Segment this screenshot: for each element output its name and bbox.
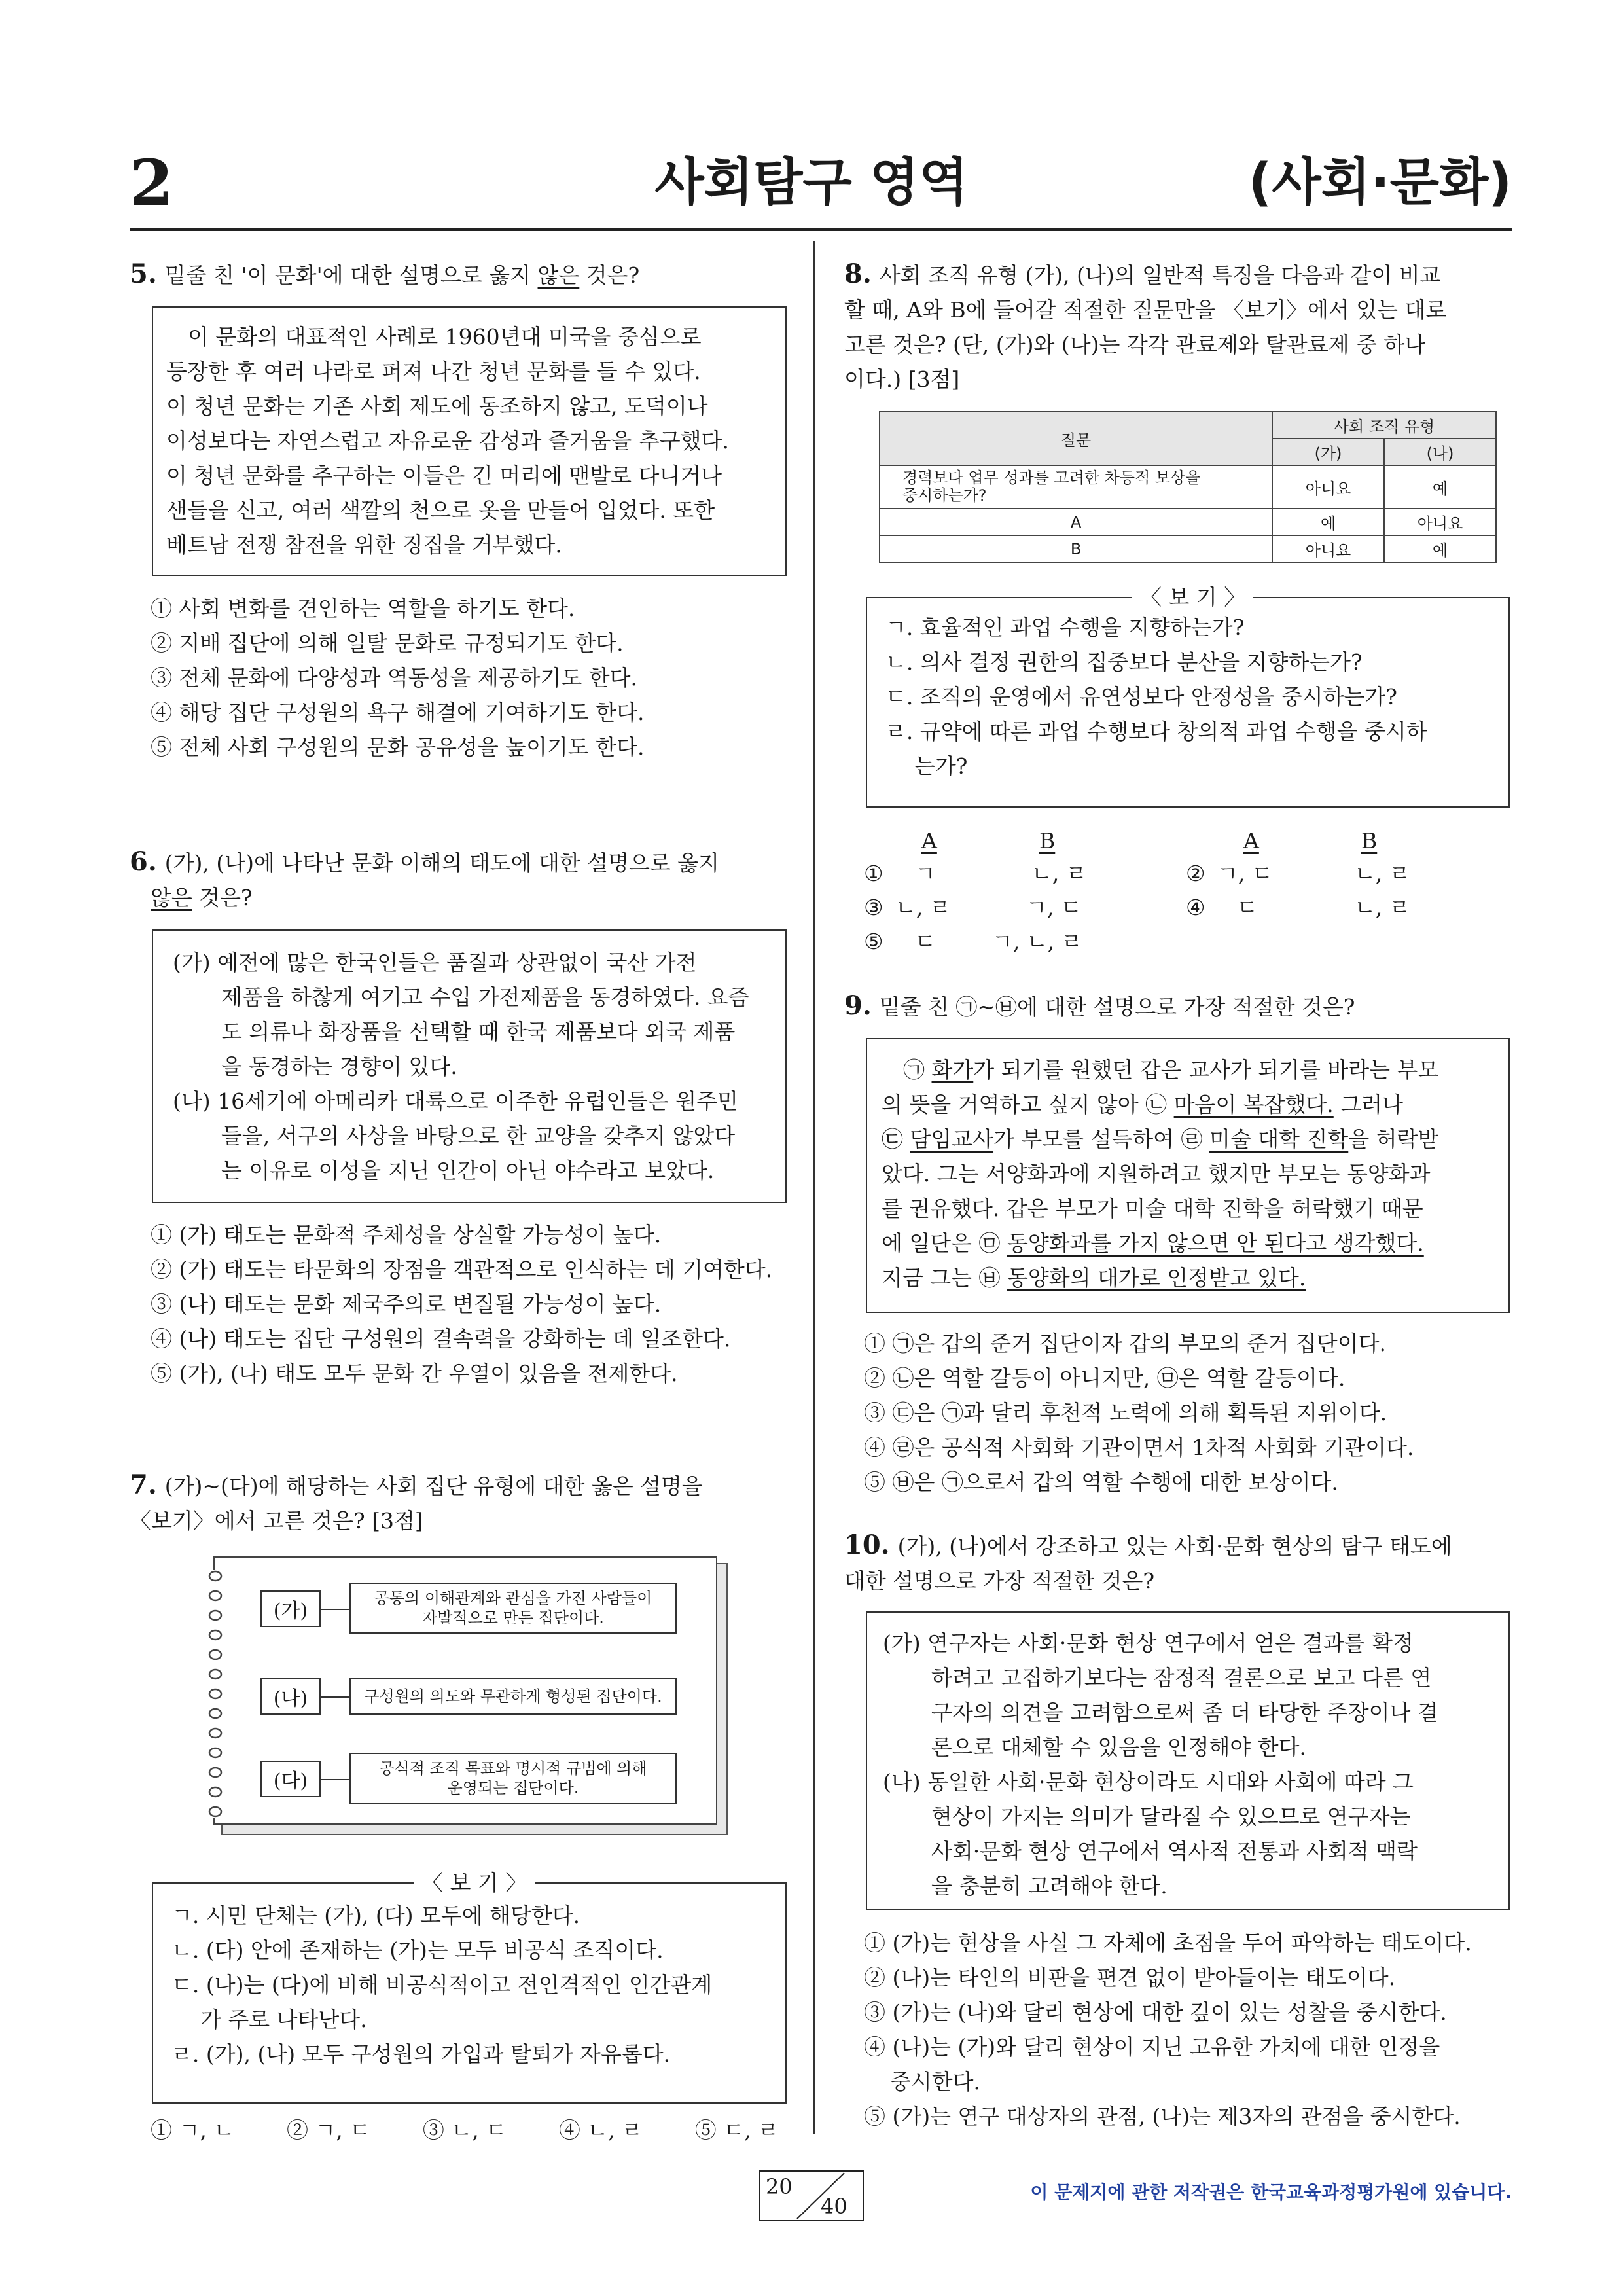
notebook-label-da: (다) [260,1761,321,1797]
answer-header-a: A [921,828,937,853]
question-5-choices [151,591,644,764]
question-8-bogi: ㄱ. 효율적인 과업 수행을 지향하는가? ㄴ. 의사 결정 권한의 집중보다 분산을 지향하는가? ㄷ. 조직의 운영에서 유연성보다 안정성을 중시하는가? ㄹ. 규약에 따른 과업 수행보다 창의적 과업 수행을 중시하 는가? [866,597,1510,808]
question-number: 6. [130,846,157,877]
connector [321,1609,349,1610]
question-6-passage: (가) 예전에 많은 한국인들은 품질과 상관없이 국산 가전 제품을 하찮게 여기고 수입 가전제품을 동경하였다. 요즘 도 의류나 화장품을 선택할 때 한국 제품보다 외국 제품 을 동경하는 경향이 있다. (나) 16세기에 아메리카 대륙으로 이주한 유럽인들은 원주민 들을, 서구의 사상을 바탕으로 한 교양을 갖추지 않았다 는 이유로 이성을 지닌 인간이 아닌 야수라고 보았다. [152,929,787,1203]
spiral-rings [205,1570,225,1818]
notebook-label-na: (나) [260,1678,321,1715]
table-header-question: 질문 [880,412,1272,465]
subject-name: (사회·문화) [1248,153,1512,212]
notebook-desc-na: 구성원의 의도와 무관하게 형성된 집단이다. [349,1678,677,1715]
question-6-choices [151,1217,772,1391]
question-number: 10. [844,1530,890,1560]
notebook-spiral [205,1570,225,1818]
choice[interactable]: ② (나)는 타인의 비판을 편견 없이 받아들이는 태도이다. [864,1965,1396,1990]
header-rule [130,228,1512,231]
question-5-passage: 이 문화의 대표적인 사례로 1960년대 미국을 중심으로 등장한 후 여러 나라로 퍼져 나간 청년 문화를 들 수 있다. 이 청년 문화는 기존 사회 제도에 동조하지 않고, 도덕이나 이성보다는 자연스럽고 자유로운 감성과 즐거움을 추구했다. 이 청년 문화를 추구하는 이들은 긴 머리에 맨발로 다니거나 샌들을 신고, 여러 색깔의 천으로 옷을 만들어 입었다. 또한 베트남 전쟁 참전을 위한 징집을 거부했다. [152,306,787,576]
choice[interactable]: ④ 해당 집단 구성원의 욕구 해결에 기여하기도 한다. [151,700,645,725]
notebook-label-ga: (가) [260,1590,321,1627]
choice[interactable]: ② ㄱ, ㄷ [286,2117,371,2143]
column-divider [813,241,815,2134]
table-header-na: (나) [1384,439,1496,465]
table-header-type: 사회 조직 유형 [1272,412,1496,439]
choice[interactable]: ③ ㄴ, ㄷ [422,2117,507,2143]
notebook-desc-ga: 공통의 이해관계와 관심을 가진 사람들이 자발적으로 만든 집단이다. [349,1583,677,1634]
page-number: 2 [130,146,173,220]
question-9-choices [864,1326,1414,1499]
choice[interactable]: ② 지배 집단에 의해 일탈 문화로 규정되기도 한다. [151,630,624,656]
bogi-title: 〈 보 기 〉 [1132,584,1253,611]
notebook-diagram [211,1556,728,1837]
table-header-ga: (가) [1272,439,1384,465]
question-7-bogi: ㄱ. 시민 단체는 (가), (다) 모두에 해당한다. ㄴ. (다) 안에 존재하는 (가)는 모두 비공식 조직이다. ㄷ. (나)는 (다)에 비해 비공식적이고 전인격적인 인간관계 가 주로 나타난다. ㄹ. (가), (나) 모두 구성원의 가입과 탈퇴가 자유롭다. [152,1882,787,2104]
table-row: 경력보다 업무 성과를 고려한 차등적 보상을 중시하는가? 아니요 예 [880,465,1496,509]
connector [321,1779,349,1780]
question-number: 8. [844,259,872,289]
question-6-stem: 6. (가), (나)에 나타난 문화 이해의 태도에 대한 설명으로 옳지 않은 것은? [130,846,719,910]
choice[interactable]: ④ ㉣은 공식적 사회화 기관이면서 1차적 사회화 기관이다. [864,1435,1414,1460]
choice[interactable]: ③ (가)는 (나)와 달리 현상에 대한 깊이 있는 성찰을 중시한다. [864,2000,1447,2025]
question-10-choices: ① (가)는 현상을 사실 그 자체에 초점을 두어 파악하는 태도이다. ② (나)는 타인의 비판을 편견 없이 받아들이는 태도이다. ③ (가)는 (나)와 달리 현상에 대한 깊이 있는 성찰을 중시한다. ④ (나)는 (가)와 달리 현상이 지닌 고유한 가치에 대한 인정을 중시한다. ⑤ (가)는 연구 대상자의 관점, (나)는 제3자의 관점을 중시한다. [864,1926,1472,2134]
question-10-stem: 10. (가), (나)에서 강조하고 있는 사회·문화 현상의 탐구 태도에 대한 설명으로 가장 적절한 것은? [844,1530,1452,1594]
question-8-table [879,411,1497,563]
choice[interactable]: ③ (나) 태도는 문화 제국주의로 변질될 가능성이 높다. [151,1291,662,1317]
question-number: 9. [844,990,872,1021]
answer-choice[interactable]: ② ㄱ, ㄷ ㄴ, ㄹ [1186,861,1410,886]
answer-choice[interactable]: ⑤ ㄷ ㄱ, ㄴ, ㄹ [864,929,1082,954]
connector [321,1696,349,1698]
answer-header-b: B [1361,828,1378,853]
question-9-passage: ㉠ 화가가 되기를 원했던 갑은 교사가 되기를 바라는 부모 의 뜻을 거역하고 싶지 않아 ㉡ 마음이 복잡했다. 그러나 ㉢ 담임교사가 부모를 설득하여 ㉣ 미술 대학 진학을 허락받 았다. 그는 서양화과에 지원하려고 했지만 부모는 동양화과 를 권유했다. 갑은 부모가 미술 대학 진학을 허락했기 때문 에 일단은 ㉤ 동양화과를 가지 않으면 안 된다고 생각했다. 지금 그는 ㉥ 동양화의 대가로 인정받고 있다. [866,1038,1510,1313]
copyright-notice: 이 문제지에 관한 저작권은 한국교육과정평가원에 있습니다. [1030,2181,1512,2203]
choice[interactable]: ① ㉠은 갑의 준거 집단이자 갑의 부모의 준거 집단이다. [864,1331,1386,1356]
choice[interactable]: ④ ㄴ, ㄹ [558,2117,643,2143]
answer-header-a: A [1243,828,1259,853]
choice[interactable]: ② (가) 태도는 타문화의 장점을 객관적으로 인식하는 데 기여한다. [151,1257,773,1282]
bogi-title: 〈 보 기 〉 [414,1870,535,1896]
question-10-passage: (가) 연구자는 사회·문화 현상 연구에서 얻은 결과를 확정 하려고 고집하기보다는 잠정적 결론으로 보고 다른 연 구자의 의견을 고려함으로써 좀 더 타당한 주장이나 결 론으로 대체할 수 있음을 인정해야 한다. (나) 동일한 사회·문화 현상이라도 시대와 사회에 따라 그 현상이 가지는 의미가 달라질 수 있으므로 연구자는 사회·문화 현상 연구에서 역사적 전통과 사회적 맥락 을 충분히 고려해야 한다. [866,1611,1510,1910]
question-7-stem: 7. (가)~(다)에 해당하는 사회 집단 유형에 대한 옳은 설명을 〈보기〉에서 고른 것은? [3점] [130,1469,703,1534]
choice[interactable]: ③ ㉢은 ㉠과 달리 후천적 노력에 의해 획득된 지위이다. [864,1400,1387,1426]
question-8-answers [864,823,1505,954]
choice[interactable]: ⑤ 전체 사회 구성원의 문화 공유성을 높이기도 한다. [151,734,645,760]
answer-header-b: B [1039,828,1056,853]
page-title: 사회탐구 영역 [654,153,969,212]
choice[interactable]: ① (가) 태도는 문화적 주체성을 상실할 가능성이 높다. [151,1222,662,1247]
answer-choice[interactable]: ① ㄱ ㄴ, ㄹ [864,861,1087,886]
question-8-stem: 8. 사회 조직 유형 (가), (나)의 일반적 특징을 다음과 같이 비교 할 때, A와 B에 들어갈 적절한 질문만을 〈보기〉에서 있는 대로 고른 것은? (단, (가)와 (나)는 각각 관료제와 탈관료제 중 하나 이다.) [3점] [844,259,1447,392]
question-9-stem: 9. 밑줄 친 ㉠~㉥에 대한 설명으로 가장 적절한 것은? [844,990,1355,1021]
choice[interactable]: ② ㉡은 역할 갈등이 아니지만, ㉤은 역할 갈등이다. [864,1365,1346,1391]
answer-choice[interactable]: ④ ㄷ ㄴ, ㄹ [1186,895,1410,920]
choice[interactable]: ④ (나) 태도는 집단 구성원의 결속력을 강화하는 데 일조한다. [151,1326,731,1352]
choice[interactable]: ③ 전체 문화에 다양성과 역동성을 제공하기도 한다. [151,665,637,691]
choice[interactable]: ⑤ ㄷ, ㄹ [694,2117,779,2143]
answer-choice[interactable]: ③ ㄴ, ㄹ ㄱ, ㄷ [864,895,1082,920]
question-5-stem: 5. 밑줄 친 '이 문화'에 대한 설명으로 옳지 않은 것은? [130,259,640,289]
page-counter [759,2170,864,2221]
choice[interactable]: ⑤ (가)는 연구 대상자의 관점, (나)는 제3자의 관점을 중시한다. [864,2104,1461,2129]
choice[interactable]: ① 사회 변화를 견인하는 역할을 하기도 한다. [151,596,575,621]
notebook-desc-da: 공식적 조직 목표와 명시적 규범에 의해 운영되는 집단이다. [349,1753,677,1804]
choice[interactable]: ① (가)는 현상을 사실 그 자체에 초점을 두어 파악하는 태도이다. [864,1930,1472,1956]
question-7-choices [151,2113,779,2147]
choice[interactable]: ① ㄱ, ㄴ [151,2117,235,2143]
current-page: 20 [766,2174,793,2199]
choice[interactable]: ④ (나)는 (가)와 달리 현상이 지닌 고유한 가치에 대한 인정을 [864,2034,1440,2060]
table-row: A 예 아니요 [880,509,1496,535]
table-row: B 아니요 예 [880,535,1496,562]
choice[interactable]: ⑤ (가), (나) 태도 모두 문화 간 우열이 있음을 전제한다. [151,1361,678,1386]
choice[interactable]: ⑤ ㉥은 ㉠으로서 갑의 역할 수행에 대한 보상이다. [864,1469,1338,1495]
question-number: 5. [130,259,157,289]
total-pages: 40 [821,2194,847,2219]
question-number: 7. [130,1469,157,1500]
